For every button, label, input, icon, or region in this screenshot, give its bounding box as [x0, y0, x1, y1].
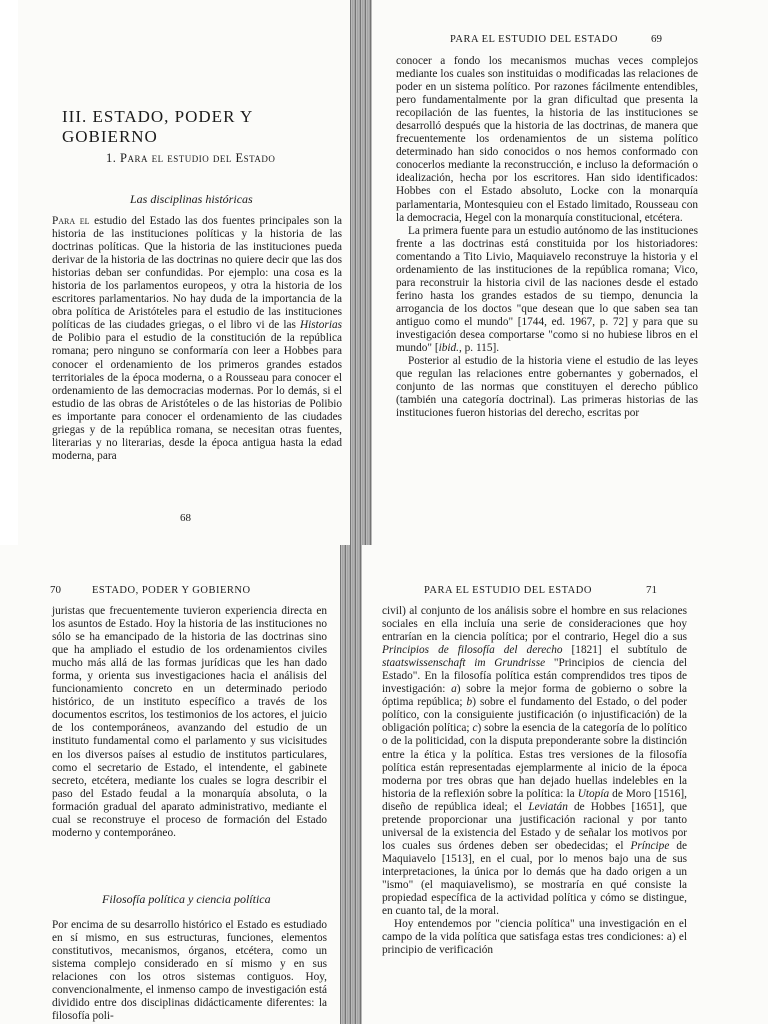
gutter-shadow [340, 545, 362, 1024]
subsection-title: Las disciplinas históricas [130, 192, 253, 206]
page-number: 71 [646, 584, 657, 596]
section-title-text: Para el estudio del Estado [120, 151, 276, 165]
page-69 [372, 0, 768, 545]
paragraph: juristas que frecuentemente tuvieron experiencia directa en los asuntos de Estado. Hoy la historia de las instituciones no sólo se ha emancipado de la historia de las doctrinas sino que ha ampliado el estudio de los ordenamientos civiles mucho más allá de las formas jurídicas que les han dado forma, y orienta sus investigaciones hacia el análisis del funcionamiento concreto en un determinado periodo histórico, de un instituto específico a través de los documentos escritos, los testimonios de los actores, el juicio de los contemporáneos, avanzando del estudio de un instituto fundamental como el parlamento y sus vicisitudes en los diversos países al estudio de institutos particulares, como el secretario de Estado, el intendente, el gabinete secreto, etcétera, mediante los cuales se logra describir el paso del Estado feudal a la monarquía absoluta, o la formación gradual del aparato administrativo, mediante el cual se reconstruye el proceso de formación del Estado moderno y contemporáneo. [52, 605, 327, 839]
section-title [106, 151, 275, 166]
page-68 [18, 0, 350, 545]
body-text-68 [52, 215, 342, 463]
paragraph: civil) al conjunto de los análisis sobre el hombre en sus relaciones sociales en ella incluía una serie de consideraciones que hoy entrarían en la ciencia política; por el contrario, Hegel dio a sus Principios de filosofía del derecho [1821] el subtítulo de staatswissenschaft im Grundrisse "Principios de ciencia del Estado". En la filosofía política están comprendidos tres tipos de investigación: a) sobre la mejor forma de gobierno o sobre la óptima república; b) sobre el fundamento del Estado, o del poder político, con la consiguiente justificación (o injustificación) de la obligación política; c) sobre la esencia de la categoría de lo político o de la politicidad, con la disputa preponderante sobre la distinción entre la ética y la política. Estas tres versiones de la filosofía política están representadas ejemplarmente al inicio de la época moderna por tres obras que han dejado huellas indelebles en la historia de la reflexión sobre la política: la Utopía de Moro [1516], diseño de república ideal; el Leviatán de Hobbes [1651], que pretende proporcionar una justificación racional y por tanto universal de la existencia del Estado y de señalar los motivos por los cuales sus órdenes deben ser obedecidas; el Príncipe de Maquiavelo [1513], en el cual, por lo menos bajo una de sus interpretaciones, la única por lo demás que ha dado origen a un "ismo" (el maquiavelismo), se mostraría en qué consiste la propiedad específica de la actividad política y cómo se distingue, en cuanto tal, de la moral. [382, 605, 687, 918]
body-text-69 [396, 55, 698, 420]
running-head: PARA EL ESTUDIO DEL ESTADO [450, 34, 618, 45]
paragraph: Hoy entendemos por "ciencia política" una investigación en el campo de la vida política que satisfaga estas tres condiciones: a) el principio de verificación [382, 918, 687, 957]
running-head: PARA EL ESTUDIO DEL ESTADO [424, 585, 592, 596]
page-number: 68 [180, 512, 191, 524]
section-number: 1. [106, 151, 117, 165]
paragraph: Posterior al estudio de la historia viene el estudio de las leyes que regulan las relaciones entre gobernantes y gobernados, el conjunto de las normas que constituyen el derecho público (también una categoría doctrinal). Las primeras historias de las instituciones fueron historias del derecho, escritas por [396, 355, 698, 420]
body-text-70 [52, 605, 327, 840]
gutter-shadow [350, 0, 372, 545]
page-70 [0, 545, 340, 1024]
body-text-71 [382, 605, 687, 957]
bottom-spread [0, 545, 768, 1024]
paragraph: Para el estudio del Estado las dos fuentes principales son la historia de las instituciones políticas y la historia de las doctrinas políticas. Que la historia de las instituciones pueda derivar de la historia de las doctrinas no quiere decir que las dos historias deban ser confundidas. Por ejemplo: una cosa es la historia de los parlamentos europeos, y otra la historia de los escritores parlamentarios. No hay duda de la importancia de la obra política de Aristóteles para el estudio de las instituciones políticas de las ciudades griegas, o el libro vi de las Historias de Polibio para el estudio de la constitución de la república romana; pero ninguno se conformaría con leer a Hobbes para conocer el ordenamiento de los primeros grandes estados territoriales de la época moderna, o a Rousseau para conocer el ordenamiento de las democracias modernas. Por lo demás, si el estudio de las obras de Aristóteles o de las historias de Polibio es importante para conocer el ordenamiento de las ciudades griegas y de la república romana, se necesitan otras fuentes, literarias y no literarias, desde la época antigua hasta la edad moderna, para [52, 215, 342, 462]
paragraph: conocer a fondo los mecanismos muchas veces complejos mediante los cuales son instituidas o modificadas las relaciones de poder en un sistema político. Por razones fácilmente entendibles, pero fundamentalmente por la gran dificultad que presenta la recopilación de las fuentes, la historia de las instituciones se desarrolló después que la historia de las doctrinas, de manera que frecuentemente los ordenamientos de un sistema político determinado han sido conocidos o nos hemos conformado con conocerlos mediante la reconstrucción, e incluso la deformación o idealización, hecha por los escritores. Han sido identificados: Hobbes con el Estado absoluto, Locke con la monarquía parlamentaria, Montesquieu con el Estado limitado, Rousseau con la democracia, Hegel con la monarquía constitucional, etcétera. [396, 55, 698, 224]
running-head: ESTADO, PODER Y GOBIERNO [92, 585, 251, 596]
page-number: 69 [651, 33, 662, 45]
chapter-title: III. ESTADO, PODER Y GOBIERNO [62, 107, 253, 146]
subsection-title: Filosofía política y ciencia política [102, 892, 271, 906]
page-number: 70 [50, 584, 61, 596]
body-text-70b [52, 919, 327, 1023]
lead-word: Para el [52, 215, 90, 227]
paragraph: La primera fuente para un estudio autónomo de las instituciones frente a las doctrinas está constituida por los historiadores: comentando a Tito Livio, Maquiavelo reconstruye la historia y el ordenamiento de las instituciones de la república romana; Vico, para reconstruir la historia civil de las naciones desde el estado ferino hasta los grandes estados de su tiempo, denuncia la arrogancia de los doctos "que desean que lo que saben sea tan antiguo como el mundo" [1744, ed. 1967, p. 72] y para que su investigación desea comportarse "como si no hubiese libros en el mundo" [ibid., p. 115]. [396, 224, 698, 355]
paragraph: Por encima de su desarrollo histórico el Estado es estudiado en sí mismo, en sus estructuras, funciones, elementos constitutivos, mecanismos, órganos, etcétera, como un sistema complejo considerado en sí mismo y en sus relaciones con los otros sistemas contiguos. Hoy, convencionalmente, el inmenso campo de investigación está dividido entre dos disciplinas didácticamente diferentes: la filosofía poli- [52, 919, 327, 1023]
page-71 [362, 545, 768, 1024]
